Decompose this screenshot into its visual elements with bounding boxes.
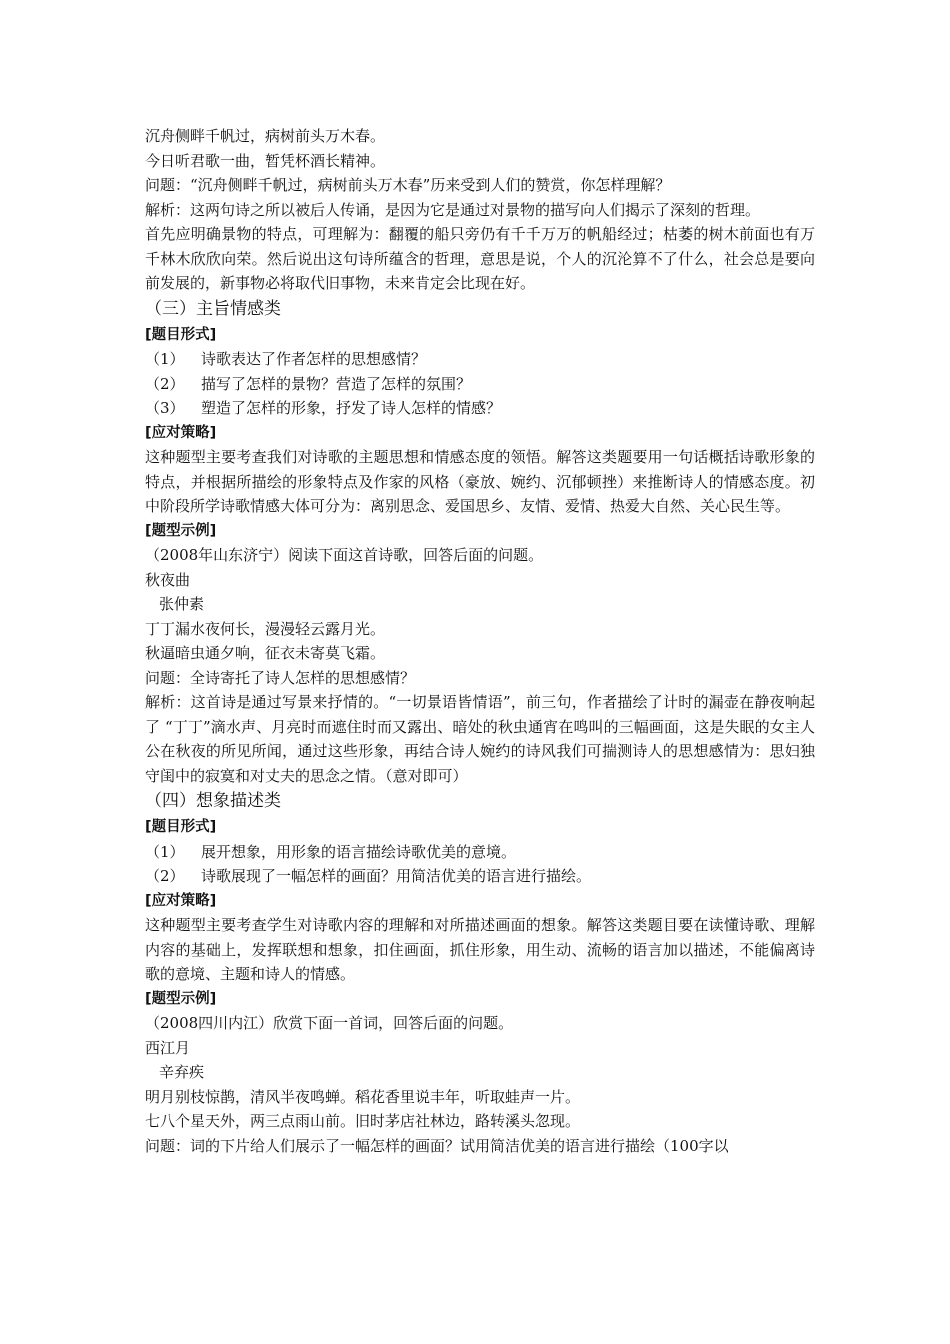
example-intro: （2008四川内江）欣赏下面一首词，回答后面的问题。: [145, 1014, 514, 1032]
list-number: （3）: [145, 399, 185, 417]
list-item: [145, 840, 815, 865]
poem-line: 七八个星天外，两三点雨山前。旧时茅店社林边，路转溪头忽现。: [145, 1112, 581, 1130]
analysis-text: 首先应明确景物的特点，可理解为：翻覆的船只旁仍有千千万万的帆船经过；枯萎的树木前面也有万千林木欣欣向荣。然后说出这句诗所蕴含的哲理，意思是说，个人的沉沦算不了什么，社会总是要向前发展的，新事物必将取代旧事物，未来肯定会比现在好。: [145, 225, 815, 292]
list-text: 诗歌表达了作者怎样的思想感情？: [201, 350, 427, 368]
strategy-label: [应对策略]: [145, 424, 217, 441]
poem-line: 明月别枝惊鹊，清风半夜鸣蝉。稻花香里说丰年，听取蛙声一片。: [145, 1087, 581, 1106]
poem-line: 秋逼暗虫通夕响，征衣未寄莫飞霜。: [145, 644, 386, 662]
list-text: 展开想象，用形象的语言描绘诗歌优美的意境。: [201, 842, 517, 861]
question-text: 问题：词的下片给人们展示了一幅怎样的画面？试用简洁优美的语言进行描绘（100字以: [145, 1136, 729, 1155]
list-number: （2）: [145, 374, 185, 393]
poem-line: 丁丁漏水夜何长，漫漫轻云露月光。: [145, 619, 386, 638]
question-text: 问题：“沉舟侧畔千帆过，病树前头万木春”历来受到人们的赞赏，你怎样理解？: [145, 176, 671, 194]
list-text: 塑造了怎样的形象，抒发了诗人怎样的情感？: [201, 399, 502, 417]
strategy-label: [应对策略]: [145, 892, 217, 909]
analysis-text: 解析：这两句诗之所以被后人传诵，是因为它是通过对景物的描写向人们揭示了深刻的哲理。: [145, 200, 761, 219]
poem-title: 西江月: [145, 1038, 191, 1057]
strategy-text: 这种题型主要考查学生对诗歌内容的理解和对所描述画面的想象。解答这类题目要在读懂诗歌、理解内容的基础上，发挥联想和想象，扣住画面，抓住形象，用生动、流畅的语言加以描述，不能偏离诗歌的意境、主题和诗人的情感。: [145, 916, 815, 983]
list-item: [145, 372, 815, 397]
example-label: [题型示例]: [145, 990, 217, 1007]
list-text: 描写了怎样的景物？营造了怎样的氛围？: [201, 374, 472, 393]
form-label: [题目形式]: [145, 819, 217, 835]
question-text: 问题：全诗寄托了诗人怎样的思想感情？: [145, 668, 416, 687]
list-number: （1）: [145, 842, 185, 861]
list-number: （2）: [145, 867, 185, 885]
list-number: （1）: [145, 350, 185, 368]
poem-author: 辛弃疾: [159, 1063, 205, 1081]
list-item: [145, 396, 815, 421]
list-item: [145, 347, 815, 372]
strategy-text: 这种题型主要考查我们对诗歌的主题思想和情感态度的领悟。解答这类题要用一句话概括诗歌形象的特点，并根据所描绘的形象特点及作家的风格（豪放、婉约、沉郁顿挫）来推断诗人的情感态度。初中阶段所学诗歌情感大体可分为：离别思念、爱国思乡、友情、爱情、热爱大自然、关心民生等。: [145, 448, 815, 515]
analysis-text: 解析：这首诗是通过写景来抒情的。“一切景语皆情语”，前三句，作者描绘了计时的漏壶在静夜响起了 “丁丁”滴水声、月亮时而遮住时而又露出、暗处的秋虫通宵在鸣叫的三幅画面，这是失眠的女主人公在秋夜的所见所闻，通过这些形象，再结合诗人婉约的诗风我们可揣测诗人的思想感情为：思妇独守闺中的寂寞和对丈夫的思念之情。（意对即可）: [145, 693, 815, 785]
list-text: 诗歌展现了一幅怎样的画面？用简洁优美的语言进行描绘。: [201, 867, 592, 885]
example-intro: （2008年山东济宁）阅读下面这首诗歌，回答后面的问题。: [145, 546, 544, 564]
poem-author: 张仲素: [159, 595, 205, 613]
list-item: [145, 864, 815, 889]
poem-line: 今日听君歌一曲，暂凭杯酒长精神。: [145, 151, 386, 170]
example-label: [题型示例]: [145, 522, 217, 539]
section-title: （四）想象描述类: [145, 791, 281, 811]
form-label: [题目形式]: [145, 326, 217, 343]
poem-line: 沉舟侧畔千帆过，病树前头万木春。: [145, 127, 386, 145]
poem-title: 秋夜曲: [145, 570, 191, 589]
section-title: （三）主旨情感类: [145, 298, 281, 319]
document-page: [145, 124, 815, 1158]
